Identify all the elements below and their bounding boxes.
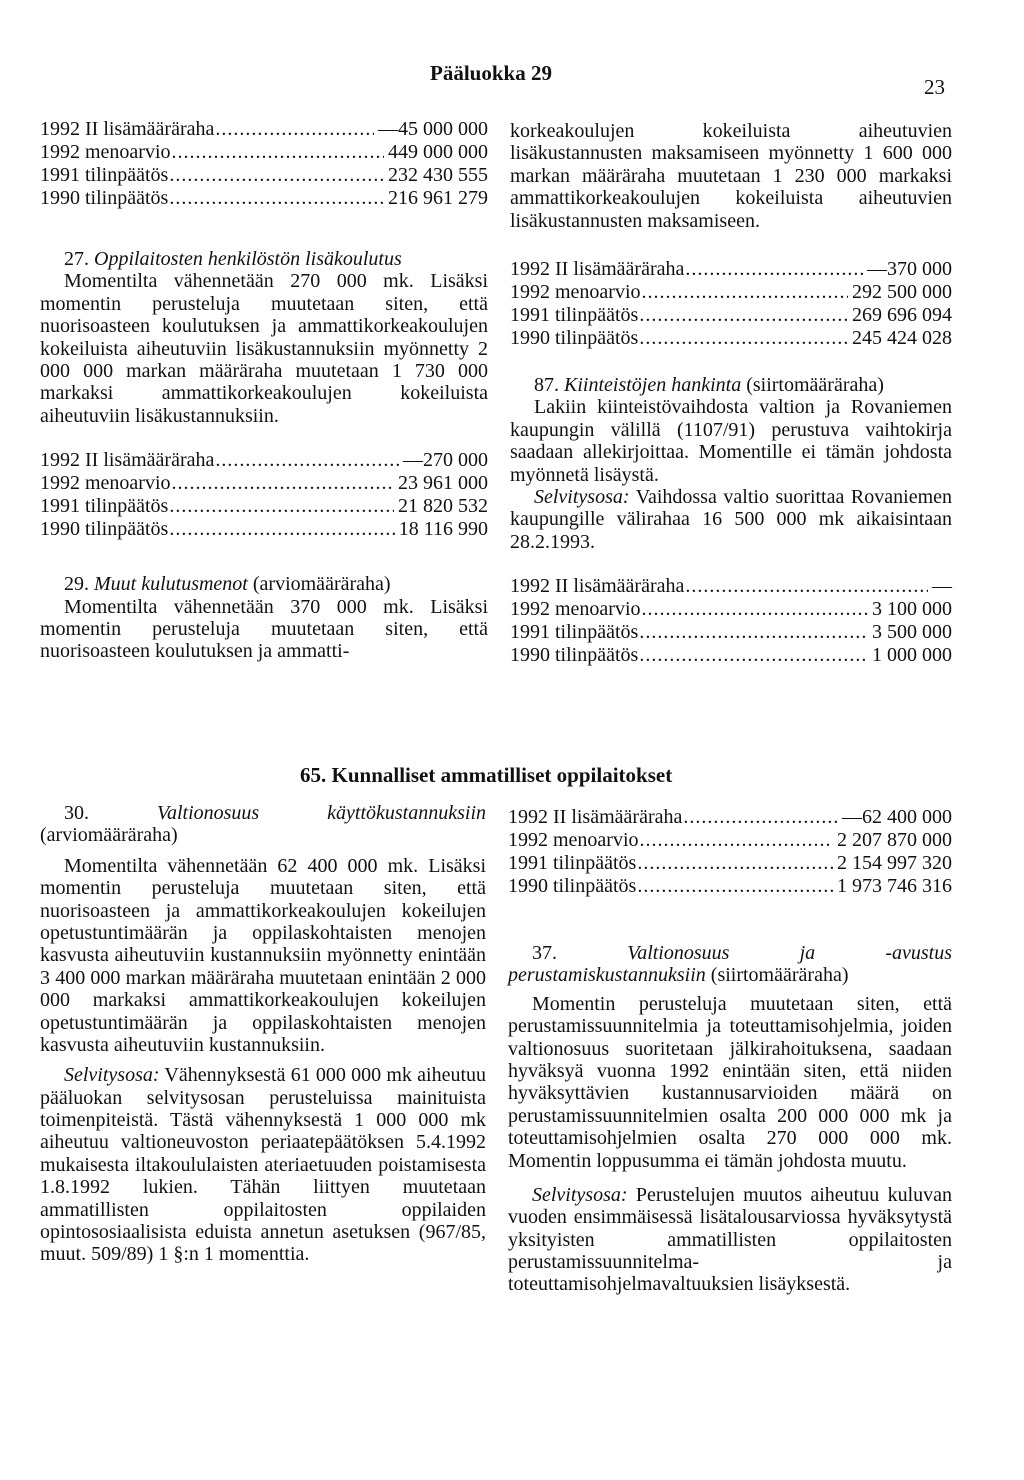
selvitys-text: Perustelujen muutos aiheutuu kuluvan vuoden ensimmäisessä lisätalousarviossa hyväksytystä yksityisten ammatillisten oppilaitosten perustamissuunnitelma- ja toteuttamisohjelmavaltuuksien lisäyksestä. — [508, 1183, 952, 1296]
budget-table-c — [510, 258, 952, 350]
page-header-title: Pääluokka 29 — [430, 61, 552, 85]
budget-row: 1992 menoarvio ..... 3 100 000 — [510, 598, 952, 621]
item-number: 87. — [534, 373, 559, 396]
page-number: 23 — [924, 75, 945, 99]
item-number: 29. — [64, 573, 89, 596]
item-37 — [508, 942, 952, 987]
top-left-column — [40, 118, 488, 663]
item-29 — [40, 573, 488, 663]
item-30-text: Momentilta vähennetään 62 400 000 mk. Lisäksi momentin perusteluja muutetaan siten, että nuorisoasteen ja ammattikorkeakoulujen kokeilujen opetustuntimäärän ja oppilaskohtaisten menojen kasvusta aiheutuviin kustannuksiin myönnetty enintään 3 400 000 markan määräraha muutetaan enintään 2 000 000 markaksi ammattikorkeakoulujen kokeilujen opetustuntimäärän ja oppilaskohtaisten menojen kasvusta aiheutuviin kustannuksiin. — [40, 854, 486, 1056]
item-title: Valtionosuus käyttökustannuksiin — [156, 802, 486, 824]
selvitys-text: Vaihdossa valtio suorittaa Rovaniemen kaupungille välirahaa 16 500 000 mk aikaisintaan 28.2.1993. — [510, 485, 952, 553]
item-title: Kiinteistöjen hankinta — [564, 373, 742, 396]
item-suffix: (siirtomääräraha) — [710, 964, 849, 987]
budget-table-e — [508, 806, 952, 898]
item-text: Lakiin kiinteistövaihdosta valtion ja Rovaniemen kaupungin välillä (1107/91) perustuva vaihtokirja saadaan allekirjoittaa. Momentille ei tämän johdosta myönnetä lisäystä. — [510, 396, 952, 486]
budget-row: 1992 menoarvio ..... 449 000 000 — [40, 141, 488, 164]
continuation-text: korkeakoulujen kokeiluista aiheutuvien lisäkustannusten maksamiseen myönnetty 1 600 000 markan määräraha muutetaan 1 230 000 markaksi ammattikorkeakoulujen kokeiluista aiheutuvien lisäkustannusten maksamiseen. — [510, 120, 952, 232]
budget-row: 1990 tilinpäätös ..... 216 961 279 — [40, 187, 488, 210]
item-87 — [510, 374, 952, 553]
item-number: 30. — [64, 802, 89, 824]
budget-row: 1992 II lisämääräraha ..... —62 400 000 — [508, 806, 952, 829]
budget-row: 1990 tilinpäätös ..... 245 424 028 — [510, 327, 952, 350]
budget-row: 1992 II lisämääräraha ..... —270 000 — [40, 449, 488, 472]
bottom-left-column — [40, 802, 486, 1266]
budget-row: 1991 tilinpäätös ..... 2 154 997 320 — [508, 852, 952, 875]
item-text: Momentilta vähennetään 370 000 mk. Lisäksi momentin perusteluja muutetaan siten, että nuorisoasteen koulutuksen ja ammatti- — [40, 595, 488, 663]
budget-row: 1992 II lisämääräraha ..... —370 000 — [510, 258, 952, 281]
budget-table-a — [40, 118, 488, 210]
item-suffix: (siirtomääräraha) — [746, 373, 884, 396]
item-30 — [40, 802, 486, 847]
item-suffix: (arviomääräraha) — [40, 824, 178, 847]
section-heading: 65. Kunnalliset ammatilliset oppilaitokset — [300, 763, 673, 787]
budget-row: 1990 tilinpäätös ..... 1 000 000 — [510, 644, 952, 667]
budget-row: 1991 tilinpäätös ..... 269 696 094 — [510, 304, 952, 327]
item-27 — [40, 248, 488, 427]
item-title: Valtionosuus ja -avustus perustamiskustannuksiin — [508, 942, 953, 987]
selvitys-text: Vähennyksestä 61 000 000 mk aiheutuu pääluokan selvitysosan perusteluissa mainituista toimenpiteistä. Tästä vähennyksestä 1 000 000 mk aiheutuu valtioneuvoston periaatepäätöksen 5.4.1992 mukaisesta iltakoululaisten ateriaetuuden poistamisesta 1.8.1992 lukien. Tähän liittyen muutetaan ammatillisten oppilaitosten oppilaiden opintososiaalisista eduista annetun asetuksen (967/85, muut. 509/89) 1 §:n 1 momenttia. — [40, 1064, 487, 1266]
budget-table-d — [510, 575, 952, 667]
budget-row: 1992 II lisämääräraha ..... —45 000 000 — [40, 118, 488, 141]
item-37-selvitys — [508, 1184, 952, 1296]
budget-row: 1992 menoarvio ..... 2 207 870 000 — [508, 829, 952, 852]
budget-table-b — [40, 449, 488, 541]
item-title: Oppilaitosten henkilöstön lisäkoulutus — [94, 248, 402, 270]
top-right-column — [510, 120, 952, 667]
selvitys-label: Selvitysosa: — [64, 1064, 160, 1087]
budget-row: 1991 tilinpäätös ..... 232 430 555 — [40, 164, 488, 187]
budget-row: 1990 tilinpäätös ..... 18 116 990 — [40, 518, 488, 541]
selvitys-label: Selvitysosa: — [532, 1183, 628, 1206]
budget-row: 1990 tilinpäätös ..... 1 973 746 316 — [508, 875, 952, 898]
item-text: Momentilta vähennetään 270 000 mk. Lisäksi momentin perusteluja muutetaan siten, että nuorisoasteen koulutuksen ja ammattikorkeakoulujen kokeiluista aiheutuviin lisäkustannuksiin myönnetty 2 000 000 markan määräraha muutetaan 1 730 000 markaksi ammattikorkeakoulujen kokeiluista aiheutuviin lisäkustannuksiin. — [40, 270, 488, 427]
item-suffix: (arviomääräraha) — [252, 573, 391, 596]
item-number: 37. — [532, 942, 557, 964]
selvitys-label: Selvitysosa: — [534, 485, 630, 508]
item-30-selvitys — [40, 1064, 486, 1266]
item-number: 27. — [64, 248, 89, 270]
budget-row: 1992 II lisämääräraha ..... — — [510, 575, 952, 598]
bottom-right-column — [508, 806, 952, 1296]
budget-row: 1992 menoarvio ..... 23 961 000 — [40, 472, 488, 495]
budget-row: 1991 tilinpäätös ..... 21 820 532 — [40, 495, 488, 518]
budget-row: 1991 tilinpäätös ..... 3 500 000 — [510, 621, 952, 644]
item-title: Muut kulutusmenot — [94, 573, 248, 596]
item-37-text: Momentin perusteluja muutetaan siten, että perustamissuunnitelmia ja toteuttamisohjelmia, joiden valtionosuus suoritetaan jälkirahoituksena, saadaan hyväksyä vuonna 1992 enintään siten, että niiden hyväksyttävien kustannusarvioiden määrä on perustamissuunnitelmien osalta 200 000 000 mk ja toteuttamisohjelmien osalta 270 000 000 mk. Momentin loppusumma ei tämän johdosta muutu. — [508, 992, 952, 1172]
budget-row: 1992 menoarvio ..... 292 500 000 — [510, 281, 952, 304]
